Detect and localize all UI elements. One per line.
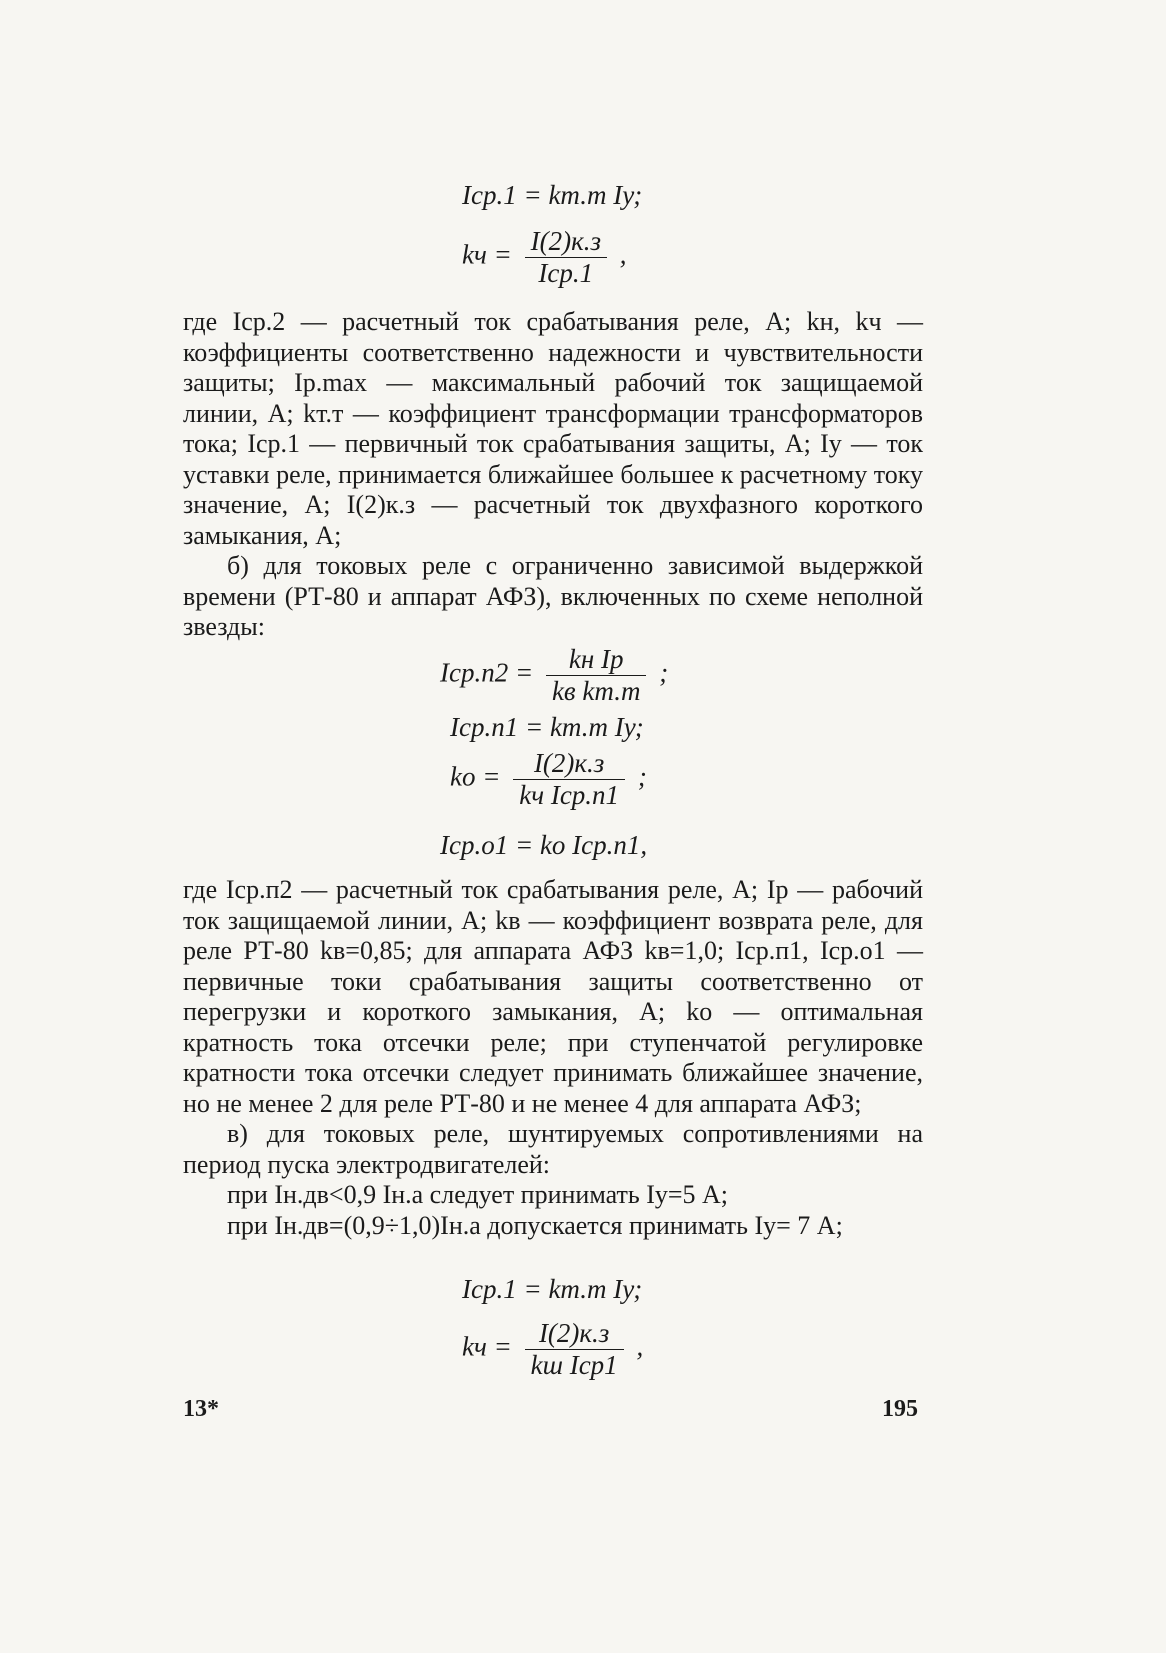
- paragraph-item-v: в) для токовых реле, шунтируемых сопротивлениями на период пуска электродвигателей:: [183, 1119, 923, 1179]
- formula-end: ;: [659, 657, 669, 688]
- formula-lhs: kч =: [462, 239, 512, 270]
- formula-end: ,: [619, 239, 627, 270]
- fraction: [546, 644, 647, 707]
- fraction-numerator: I(2)к.з: [538, 1318, 610, 1348]
- fraction-numerator: I(2)к.з: [533, 748, 605, 778]
- definitions-block-1: [183, 307, 923, 643]
- formula-text: Iср.1 = kт.т Iу;: [462, 180, 643, 210]
- fraction-denominator: kв kт.т: [546, 675, 647, 707]
- formula-icp1-bottom: [462, 1274, 642, 1305]
- formula-ko: [450, 748, 647, 811]
- page-number: 195: [882, 1396, 918, 1422]
- fraction-denominator: kш Iср1: [525, 1349, 624, 1381]
- formula-kch-top: [462, 226, 626, 289]
- signature-mark: 13*: [183, 1396, 219, 1422]
- formula-end: ;: [637, 761, 647, 792]
- fraction: [513, 748, 625, 811]
- paragraph-definitions-2: где Iср.п2 — расчетный ток срабатывания реле, А; Iр — рабочий ток защищаемой линии, А; kв — коэффициент возврата реле, для реле РТ-80 kв=0,85; для аппарата АФЗ kв=1,0; Iср.п1, Iср.о1 — первичные токи срабатывания защиты соответственно от перегрузки и короткого замыкания, А; kо — оптимальная кратность тока отсечки реле; при ступенчатой регулировке кратности тока отсечки следует принимать ближайшее значение, но не менее 2 для реле РТ-80 и не менее 4 для аппарата АФЗ;: [183, 875, 923, 1118]
- formula-text: Iср.п1 = kт.т Iу;: [450, 712, 644, 742]
- formula-lhs: Iср.п2 =: [440, 657, 534, 688]
- formula-icp1-top: [462, 180, 642, 211]
- fraction: [525, 226, 607, 289]
- paragraph-item-b: б) для токовых реле с ограниченно зависимой выдержкой времени (РТ-80 и аппарат АФЗ), включенных по схеме неполной звезды:: [183, 551, 923, 641]
- fraction: [525, 1318, 624, 1381]
- formula-icpo1: [440, 830, 647, 861]
- paragraph-condition-2: при Iн.дв=(0,9÷1,0)Iн.а допускается принимать Iу= 7 А;: [227, 1210, 843, 1240]
- formula-icpn2: [440, 644, 668, 707]
- fraction-denominator: kч Iср.п1: [513, 779, 625, 811]
- paragraph-definitions-1: где Iср.2 — расчетный ток срабатывания реле, А; kн, kч — коэффициенты соответственно надежности и чувствительности защиты; Iр.max — максимальный рабочий ток защищаемой линии, А; kт.т — коэффициент трансформации трансформаторов тока; Iср.1 — первичный ток срабатывания защиты, А; Iу — ток уставки реле, принимается ближайшее большее к расчетному току значение, А; I(2)к.з — расчетный ток двухфазного короткого замыкания, А;: [183, 307, 923, 550]
- fraction-denominator: Iср.1: [525, 257, 607, 289]
- formula-text: Iср.о1 = kо Iср.п1,: [440, 830, 648, 860]
- fraction-numerator: kн Iр: [568, 644, 624, 674]
- formula-kch-bottom: [462, 1318, 643, 1381]
- formula-end: ,: [636, 1331, 644, 1362]
- fraction-numerator: I(2)к.з: [530, 226, 601, 256]
- formula-text: Iср.1 = kт.т Iу;: [462, 1274, 643, 1304]
- paragraph-condition-1: при Iн.дв<0,9 Iн.а следует принимать Iу=5 А;: [227, 1180, 729, 1209]
- formula-icpn1: [450, 712, 644, 743]
- formula-lhs: kо =: [450, 761, 501, 792]
- formula-lhs: kч =: [462, 1331, 512, 1362]
- definitions-block-2: [183, 875, 923, 1241]
